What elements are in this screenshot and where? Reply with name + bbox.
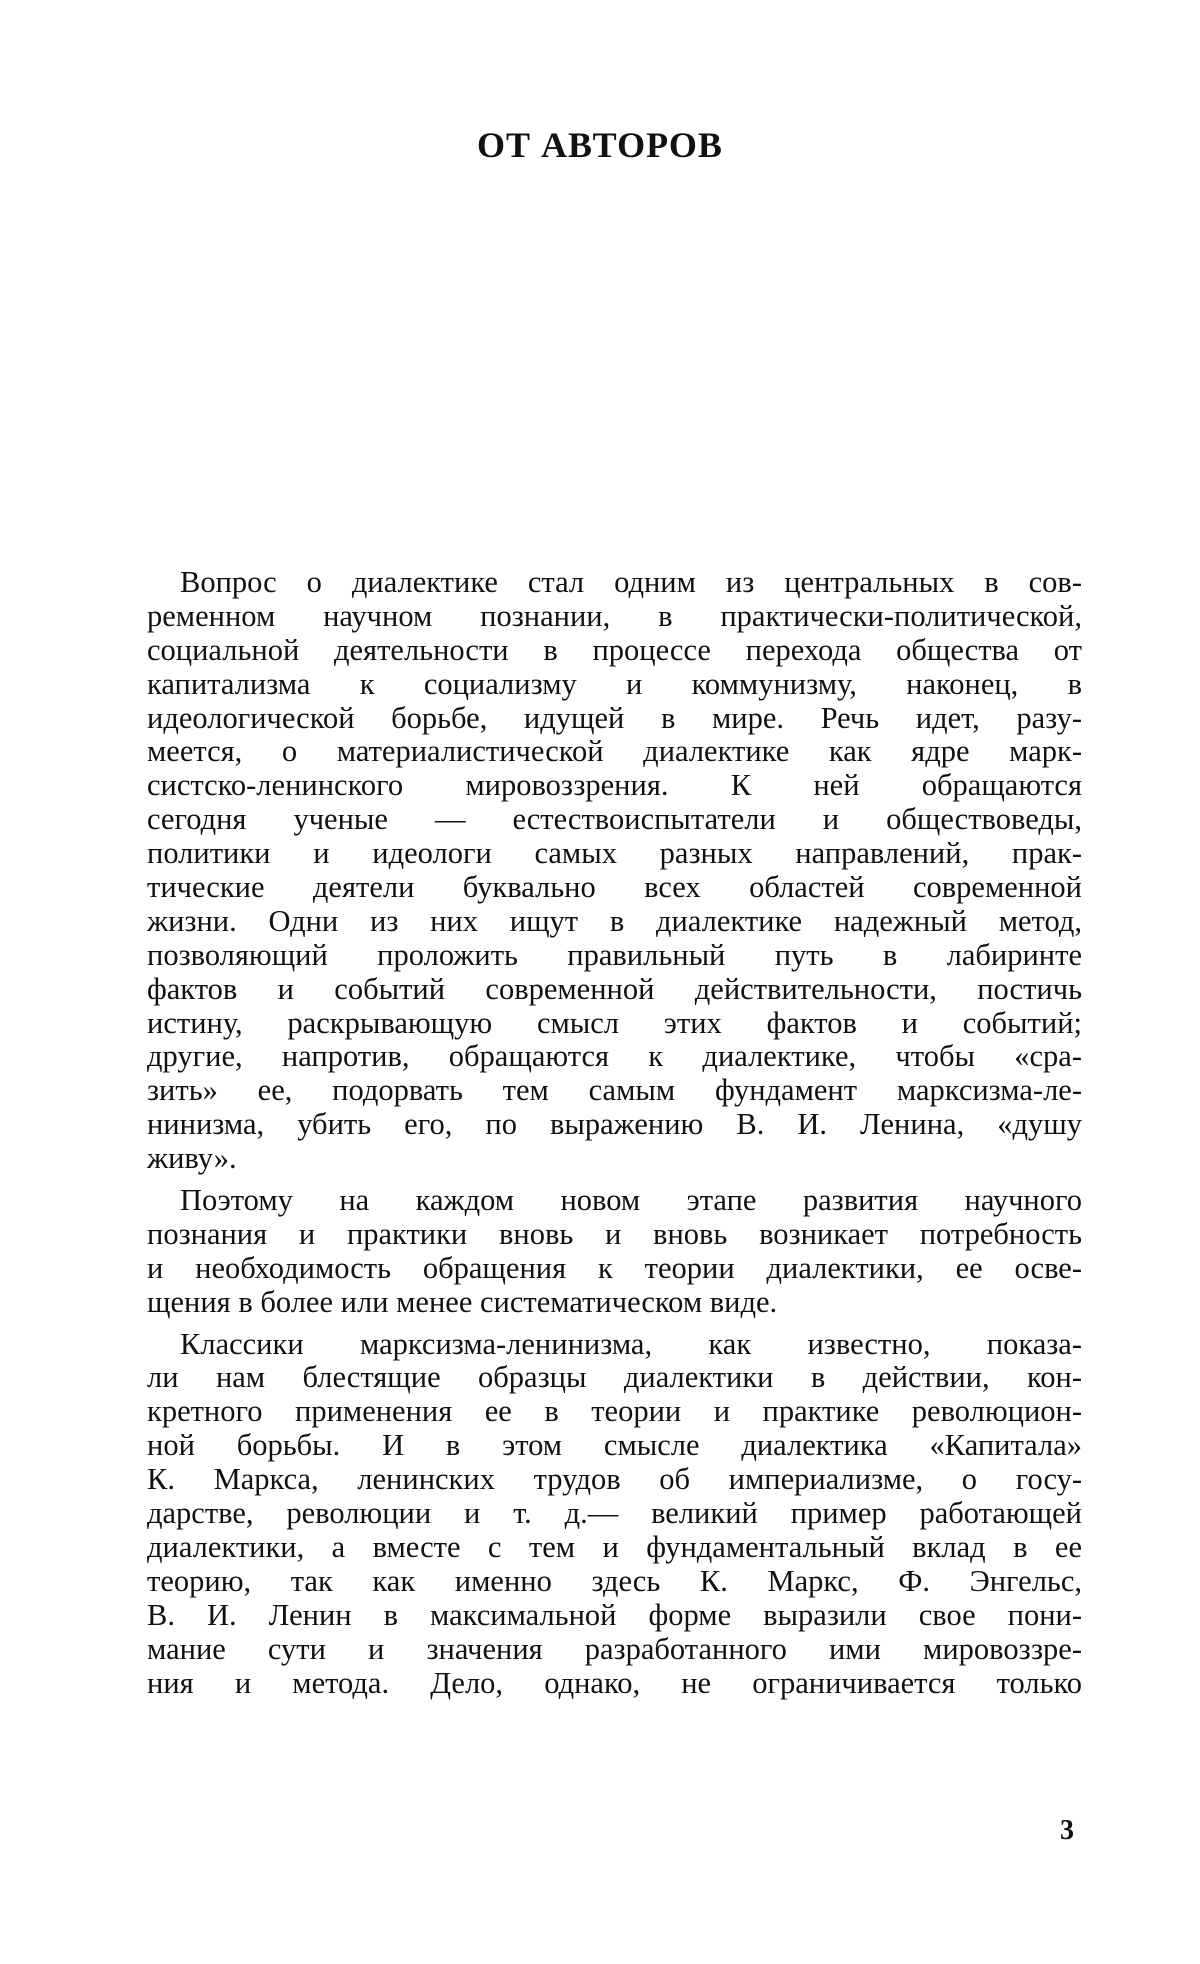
text-line: ния и метода. Дело, однако, не ограничивается только	[147, 1665, 1082, 1700]
text-line: Вопрос о диалектике стал одним из центральных в сов-	[180, 565, 1082, 599]
text-line: диалектики, а вместе с тем и фундаментальный вклад в ее	[147, 1529, 1082, 1564]
text-line: сегодня ученые — естествоиспытатели и обществоведы,	[147, 802, 1082, 837]
paragraph	[147, 1328, 1082, 1701]
text-line: ли нам блестящие образцы диалектики в действии, кон-	[147, 1360, 1082, 1395]
text-line: кретного применения ее в теории и практике революцион-	[147, 1394, 1082, 1429]
text-line: нинизма, убить его, по выражению В. И. Ленина, «душу	[147, 1107, 1082, 1142]
text-line: политики и идеологи самых разных направлений, прак-	[147, 836, 1082, 871]
text-line: систско-ленинского мировоззрения. К ней обращаются	[147, 768, 1082, 803]
text-line: Классики марксизма-ленинизма, как известно, показа-	[180, 1326, 1082, 1361]
page-title: ОТ АВТОРОВ	[477, 125, 723, 165]
text-line: ременном научном познании, в практически-политической,	[147, 598, 1082, 633]
text-line: мание сути и значения разработанного ими мировоззре-	[147, 1631, 1082, 1666]
text-line: жизни. Одни из них ищут в диалектике надежный метод,	[147, 903, 1082, 938]
text-line: меется, о материалистической диалектике как ядре марк-	[147, 734, 1082, 769]
text-line: дарстве, революции и т. д.— великий пример работающей	[147, 1496, 1082, 1531]
text-line: теорию, так как именно здесь К. Маркс, Ф. Энгельс,	[147, 1563, 1082, 1598]
text-line: тические деятели буквально всех областей современной	[147, 870, 1082, 905]
text-line: зить» ее, подорвать тем самым фундамент марксизма-ле-	[147, 1073, 1082, 1108]
text-line: К. Маркса, ленинских трудов об империализме, о госу-	[147, 1462, 1082, 1497]
text-line: В. И. Ленин в максимальной форме выразили свое пони-	[147, 1597, 1082, 1632]
text-line: ной борьбы. И в этом смысле диалектика «Капитала»	[147, 1428, 1082, 1463]
text-line: фактов и событий современной действительности, постичь	[147, 971, 1082, 1006]
text-line: щения в более или менее систематическом виде.	[147, 1284, 778, 1319]
text-line: позволяющий проложить правильный путь в лабиринте	[147, 937, 1082, 972]
page-number: 3	[1060, 1815, 1074, 1846]
text-line: и необходимость обращения к теории диалектики, ее осве-	[147, 1250, 1082, 1285]
text-body	[147, 566, 1082, 1708]
text-line: другие, напротив, обращаются к диалектике, чтобы «сра-	[147, 1039, 1082, 1074]
text-line: истину, раскрывающую смысл этих фактов и событий;	[147, 1005, 1082, 1040]
paragraph	[147, 1184, 1082, 1320]
text-line: познания и практики вновь и вновь возникает потребность	[147, 1216, 1082, 1251]
text-line: капитализма к социализму и коммунизму, наконец, в	[147, 666, 1082, 701]
paragraph	[147, 566, 1082, 1176]
text-line: социальной деятельности в процессе перехода общества от	[147, 632, 1082, 667]
text-line: живу».	[147, 1141, 237, 1176]
text-line: идеологической борьбе, идущей в мире. Речь идет, разу-	[147, 700, 1082, 735]
text-line: Поэтому на каждом новом этапе развития научного	[180, 1183, 1082, 1218]
